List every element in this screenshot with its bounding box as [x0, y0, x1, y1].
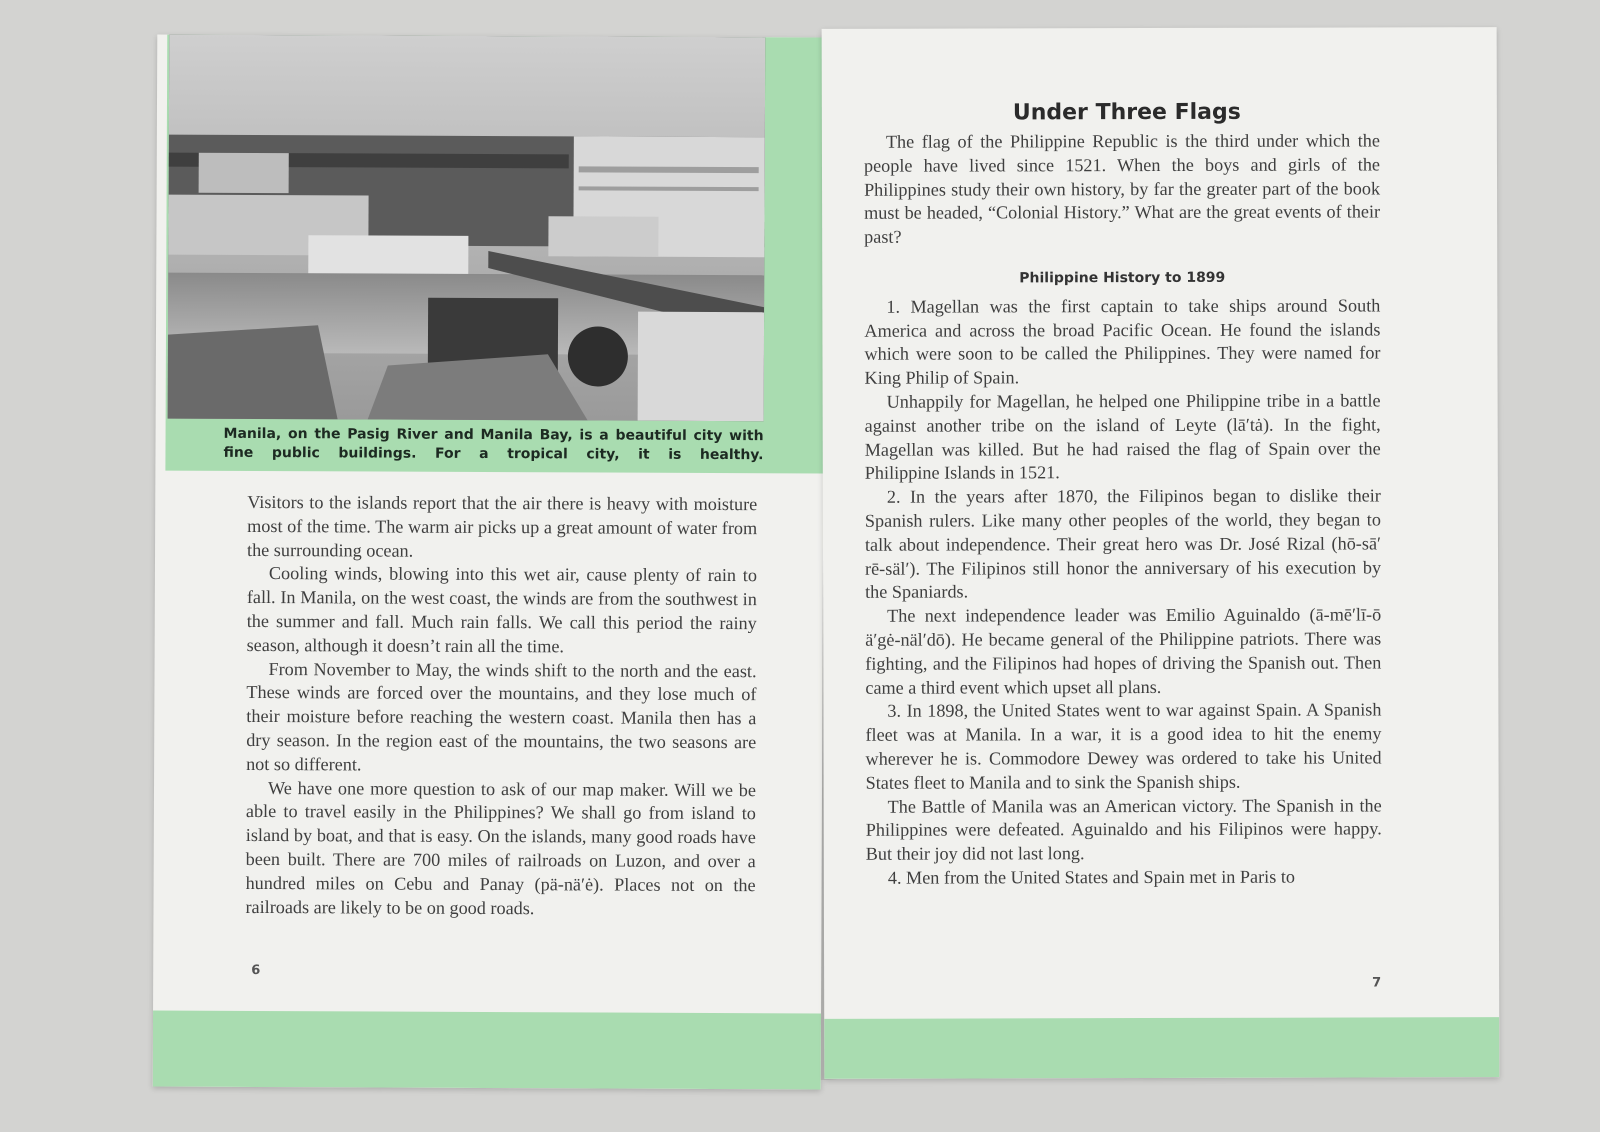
intro-paragraph: The flag of the Philippine Republic is the third under which the people have lived since 1521. When the boys and girls of the Philippines study their own history, by far the greater part of the book must be headed, “Colonial History.” What are the great events of their past?	[863, 130, 1381, 247]
right-page	[822, 27, 1500, 1079]
photo-caption: Manila, on the Pasig River and Manila Bay, is a beautiful city with fine public buildings. For a tropical city, it is healthy.	[223, 425, 764, 464]
paragraph: We have one more question to ask of our map maker. Will we be able to travel easily in the Philippines? We shall go from island to island by boat, and that is easy. On the islands, many good roads have been built. There are 700 miles of railroads on Luzon, and over a hundred miles on Cebu and Panay (pä-nä′ė). Places not on the railroads are likely to be on good roads.	[245, 777, 757, 918]
manila-photo-illustration	[168, 35, 766, 422]
paragraph: 4. Men from the United States and Spain met in Paris to	[887, 866, 1296, 888]
page-title: Under Three Flags	[1012, 99, 1241, 126]
paragraph: The next independence leader was Emilio Aguinaldo (ā-mē′lī-ō ä′gė-näl′dō). He became general of the Philippine patriots. There was fighting, and the Filipinos had hopes of driving the Spanish out. Then came a third event which upset all plans.	[865, 604, 1382, 698]
right-page-text	[864, 129, 1382, 890]
page-number: 6	[251, 962, 261, 979]
bottom-green-band	[153, 1011, 821, 1090]
paragraph: The Battle of Manila was an American victory. The Spanish in the Philippines were defeated. Aguinaldo and his Filipinos were happy. But their joy did not last long.	[865, 794, 1382, 864]
paragraph: From November to May, the winds shift to the north and the east. These winds are forced over the mountains, and they lose much of their moisture before reaching the western coast. Manila then has a dry season. In the region east of the mountains, the two seasons are not so different.	[246, 658, 757, 775]
paragraph: Visitors to the islands report that the air there is heavy with moisture most of the time. The warm air picks up a great amount of water from the surrounding ocean.	[247, 491, 758, 561]
manila-photo	[168, 35, 766, 422]
section-heading: Philippine History to 1899	[1019, 269, 1226, 287]
paragraph: 3. In 1898, the United States went to war against Spain. A Spanish fleet was at Manila. In a war, it is a good idea to hit the enemy wherever he is. Commodore Dewey was ordered to take his United States fleet to Manila and to sink the Spanish ships.	[865, 699, 1382, 793]
paragraph: 1. Magellan was the first captain to take ships around South America and across the broad Pacific Ocean. He found the islands which were soon to be called the Philippines. They were named for King Philip of Spain.	[864, 295, 1381, 388]
left-page-text	[245, 491, 757, 922]
left-page	[153, 35, 826, 1090]
paragraph: Unhappily for Magellan, he helped one Philippine tribe in a battle against another tribe on the island of Leyte (lā′tȧ). In the fight, Magellan was killed. But he had raised the flag of Spain over the Philippine Islands in 1521.	[864, 390, 1381, 484]
paragraph: 2. In the years after 1870, the Filipinos began to dislike their Spanish rulers. Like many other peoples of the world, they began to talk about independence. Their great hero was Dr. José Rizal (hō-sā′ rē-säl′). The Filipinos still honor the anniversary of his execution by the Spaniards.	[864, 485, 1382, 603]
page-number: 7	[1372, 975, 1382, 991]
bottom-green-band	[824, 1017, 1499, 1079]
paragraph: Cooling winds, blowing into this wet air, cause plenty of rain to fall. In Manila, on the west coast, the winds are from the southwest in the summer and fall. Much rain falls. We call this period the rainy season, although it doesn’t rain all the time.	[246, 563, 757, 657]
